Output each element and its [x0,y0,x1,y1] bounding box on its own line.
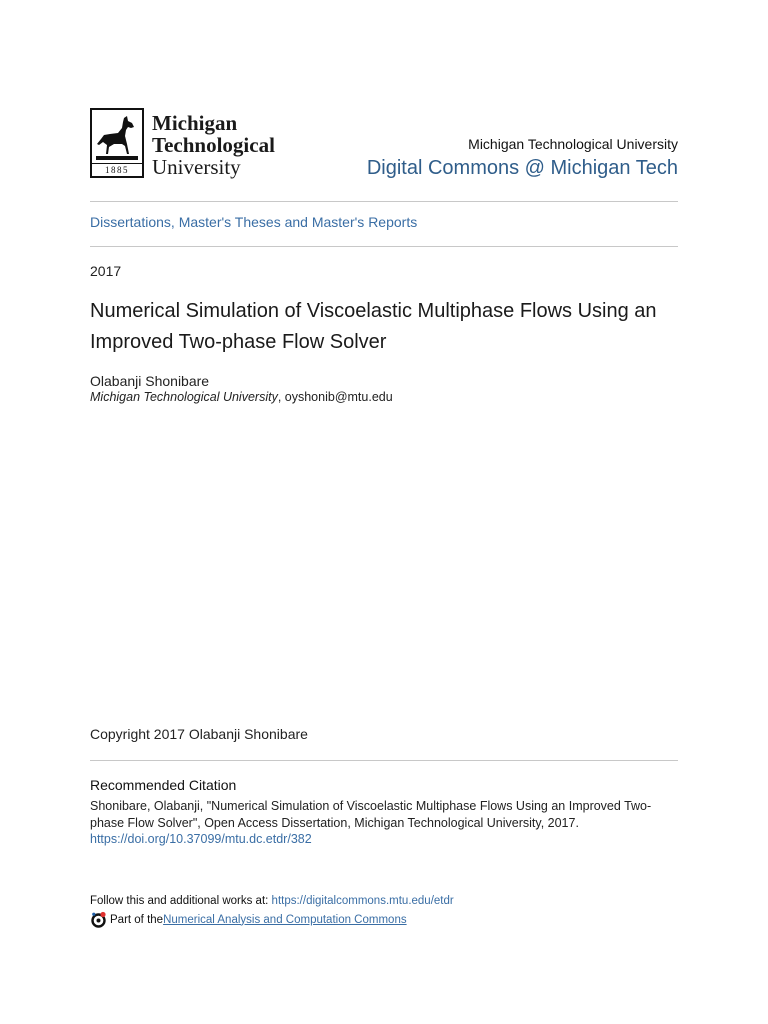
author-affiliation [90,390,678,404]
husky-logo-icon [90,108,144,178]
citation-text: Shonibare, Olabanji, "Numerical Simulation of Viscoelastic Multiphase Flows Using an Improved Two-phase Flow Solver", Open Access Dissertation, Michigan Technological University, 2017. [90,799,652,830]
author-email: oyshonib@mtu.edu [284,390,393,404]
follow-text: Follow this and additional works at: [90,895,272,907]
author-name: Olabanji Shonibare [90,373,210,389]
follow-line [90,895,678,907]
part-of-text: Part of the [110,913,164,926]
series-link[interactable]: Dissertations, Master's Theses and Master's Reports [90,214,418,230]
publication-year: 2017 [90,263,122,279]
university-logo[interactable] [90,108,300,182]
part-of-line [90,911,678,928]
logo-line-1: Michigan [152,111,238,135]
affiliation-separator: , [277,390,285,404]
recommended-citation-heading: Recommended Citation [90,777,237,793]
institution-name: Michigan Technological University [468,136,678,152]
logo-line-3: University [152,155,241,179]
document-title: Numerical Simulation of Viscoelastic Multiphase Flows Using an Improved Two-phase Flow Solver [90,300,657,353]
logo-line-2: Technological [152,133,275,157]
divider [90,201,678,202]
author-institution: Michigan Technological University [90,390,278,404]
divider [90,760,678,761]
logo-wordmark [152,112,275,178]
copyright-notice: Copyright 2017 Olabanji Shonibare [90,726,308,742]
logo-year: 1885 [92,163,142,175]
commons-discipline-link[interactable]: Numerical Analysis and Computation Commons [163,913,407,926]
commons-network-icon [90,911,107,928]
divider [90,246,678,247]
repository-link[interactable]: Digital Commons @ Michigan Tech [366,157,678,179]
doi-link[interactable]: https://doi.org/10.37099/mtu.dc.etdr/382 [90,832,312,846]
repository-url-link[interactable]: https://digitalcommons.mtu.edu/etdr [271,895,454,907]
